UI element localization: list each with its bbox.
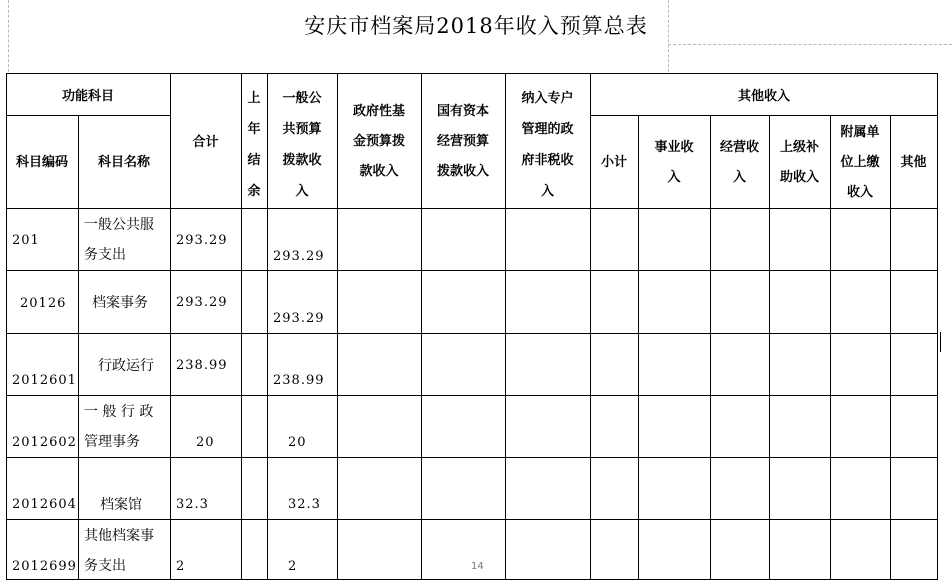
header-other-group: 其他收入 <box>737 89 790 104</box>
row-code: 2012604 <box>12 497 77 512</box>
header-career: 事业收 入 <box>654 140 694 185</box>
header-name: 科目名称 <box>97 155 150 170</box>
row-code: 2012699 <box>12 559 77 574</box>
header-affiliated: 附属单 位上缴 收入 <box>840 125 880 200</box>
row-total: 20 <box>196 435 215 450</box>
row-name: 其他档案事 务支出 <box>84 528 154 574</box>
header-superior: 上级补 助收入 <box>779 140 819 185</box>
row-general: 293.29 <box>273 311 325 326</box>
row-code: 2012602 <box>12 435 77 450</box>
row-code: 2012601 <box>12 373 77 388</box>
row-code: 20126 <box>20 296 67 311</box>
header-general-budget: 一般公 共预算 拨款收 入 <box>282 91 322 199</box>
header-others: 其他 <box>900 155 927 170</box>
row-total: 293.29 <box>176 295 228 310</box>
row-general: 20 <box>288 435 307 450</box>
header-code: 科目编码 <box>15 155 68 170</box>
row-name: 档案事务 <box>92 295 148 311</box>
row-name: 档案馆 <box>100 497 142 513</box>
header-gov-fund: 政府性基 金预算拨 款收入 <box>352 104 405 179</box>
row-general: 2 <box>288 559 298 574</box>
row-name: 行政运行 <box>98 358 154 374</box>
row-general: 238.99 <box>273 373 325 388</box>
row-total: 238.99 <box>176 358 228 373</box>
row-name: 一 般 行 政 管理事务 <box>84 404 154 450</box>
header-state-capital: 国有资本 经营预算 拨款收入 <box>436 104 489 179</box>
page-number: 14 <box>471 561 484 572</box>
header-operating: 经营收 入 <box>719 140 759 185</box>
text-cursor <box>940 332 941 352</box>
row-name: 一般公共服 务支出 <box>84 217 154 263</box>
document-title: 安庆市档案局2018年收入预算总表 <box>304 14 648 38</box>
header-special-non-tax: 纳入专户 管理的政 府非税收 入 <box>521 91 574 199</box>
row-code: 201 <box>12 233 40 248</box>
header-subtotal: 小计 <box>600 155 627 170</box>
row-general: 293.29 <box>273 249 325 264</box>
row-total: 293.29 <box>176 233 228 248</box>
header-func-group: 功能科目 <box>61 89 114 104</box>
header-carryover: 上 年 结 余 <box>247 91 261 199</box>
row-total: 32.3 <box>176 497 209 512</box>
row-total: 2 <box>176 559 186 574</box>
header-total: 合计 <box>192 135 219 150</box>
row-general: 32.3 <box>288 497 321 512</box>
